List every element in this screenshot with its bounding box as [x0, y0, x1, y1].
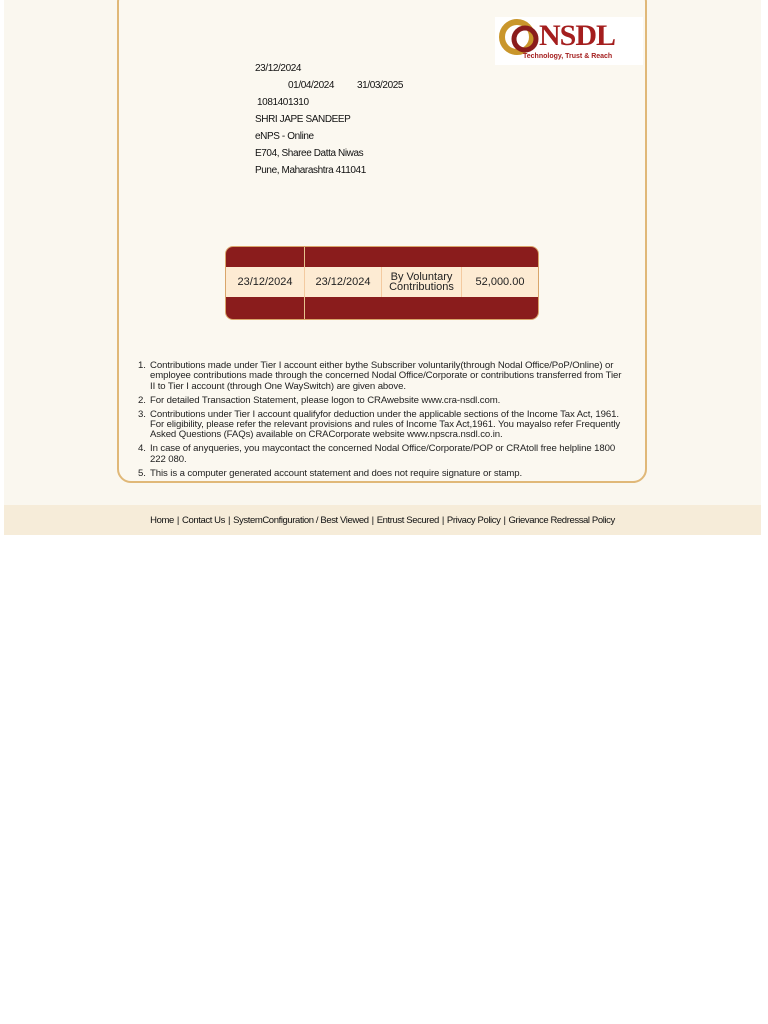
- address-line-2: Pune, Maharashtra 411041: [255, 165, 366, 176]
- footer-links: [4, 505, 761, 535]
- particulars-line-2: Contributions: [389, 281, 454, 293]
- list-item: [138, 394, 628, 406]
- footer-link-system-configuration[interactable]: SystemConfiguration /: [233, 514, 319, 526]
- list-item: [138, 360, 628, 392]
- transaction-date: 23/12/2024: [226, 267, 305, 297]
- logo-tagline: Technology, Trust & Reach: [523, 53, 613, 60]
- note-text: For detailed Transaction Statement, please logon to CRAwebsite www.cra-nsdl.com.: [150, 394, 501, 406]
- list-item: [138, 467, 628, 479]
- separator: |: [441, 514, 444, 526]
- note-number: 1.: [138, 360, 146, 371]
- address-line-1: E704, Sharee Datta Niwas: [255, 148, 364, 159]
- footer-link-privacy[interactable]: Privacy Policy: [446, 514, 501, 526]
- note-text: Contributions made under Tier I account either bythe Subscriber voluntarily(through Nodal Office/PoP/Online) or employee contributions made through the concerned Nodal Office/Corporate or contributions transferred from Tier II to Tier I account (through One WaySwitch) are given above.: [150, 360, 622, 392]
- logo-wordmark: NSDL: [539, 19, 616, 52]
- footer-link-home[interactable]: Home: [150, 514, 174, 526]
- footer-link-grievance[interactable]: Grievance Redressal Policy: [508, 514, 615, 526]
- note-text: In case of anyqueries, you maycontact the concerned Nodal Office/Corporate/POP or CRAtoll free helpline 1800 222 080.: [150, 443, 616, 465]
- period-to: 31/03/2025: [357, 80, 404, 91]
- note-number: 2.: [138, 394, 146, 406]
- note-number: 5.: [138, 467, 146, 479]
- subscriber-name: SHRI JAPE SANDEEP: [255, 114, 351, 125]
- footer-link-entrust[interactable]: Entrust Secured: [376, 514, 439, 526]
- nsdl-logo: [495, 17, 643, 65]
- separator: |: [503, 514, 506, 526]
- note-text: This is a computer generated account statement and does not require signature or stamp.: [150, 467, 523, 479]
- separator: |: [176, 514, 179, 526]
- list-item: [138, 408, 628, 441]
- period-from: 01/04/2024: [288, 80, 335, 91]
- footer-link-best-viewed[interactable]: Best Viewed: [320, 514, 369, 526]
- channel: eNPS - Online: [255, 131, 314, 142]
- statement-date: 23/12/2024: [255, 63, 302, 74]
- note-number: 4.: [138, 443, 146, 455]
- amount: 52,000.00: [475, 276, 525, 288]
- note-text: Contributions under Tier I account qualifyfor deduction under the applicable sections of the Income Tax Act, 1961. For eligibility, please refer the relevant provisions and rules of Income Tax Act,1961. You mayalso refer Frequently Asked Questions (FAQs) available on CRACorporate website www.npscra.nsdl.co.in.: [150, 408, 621, 441]
- separator: |: [371, 514, 374, 526]
- footer-link-contact[interactable]: Contact Us: [182, 514, 225, 526]
- table-row: [226, 267, 538, 297]
- credit-date: 23/12/2024: [305, 267, 382, 297]
- note-number: 3.: [138, 408, 146, 420]
- pran-number: 1081401310: [257, 97, 309, 108]
- separator: |: [228, 514, 231, 526]
- list-item: [138, 443, 628, 465]
- transaction-table: [225, 246, 539, 320]
- notes-list: [138, 360, 628, 483]
- particulars-line-1: By Voluntary: [390, 271, 453, 283]
- particulars: [382, 267, 462, 297]
